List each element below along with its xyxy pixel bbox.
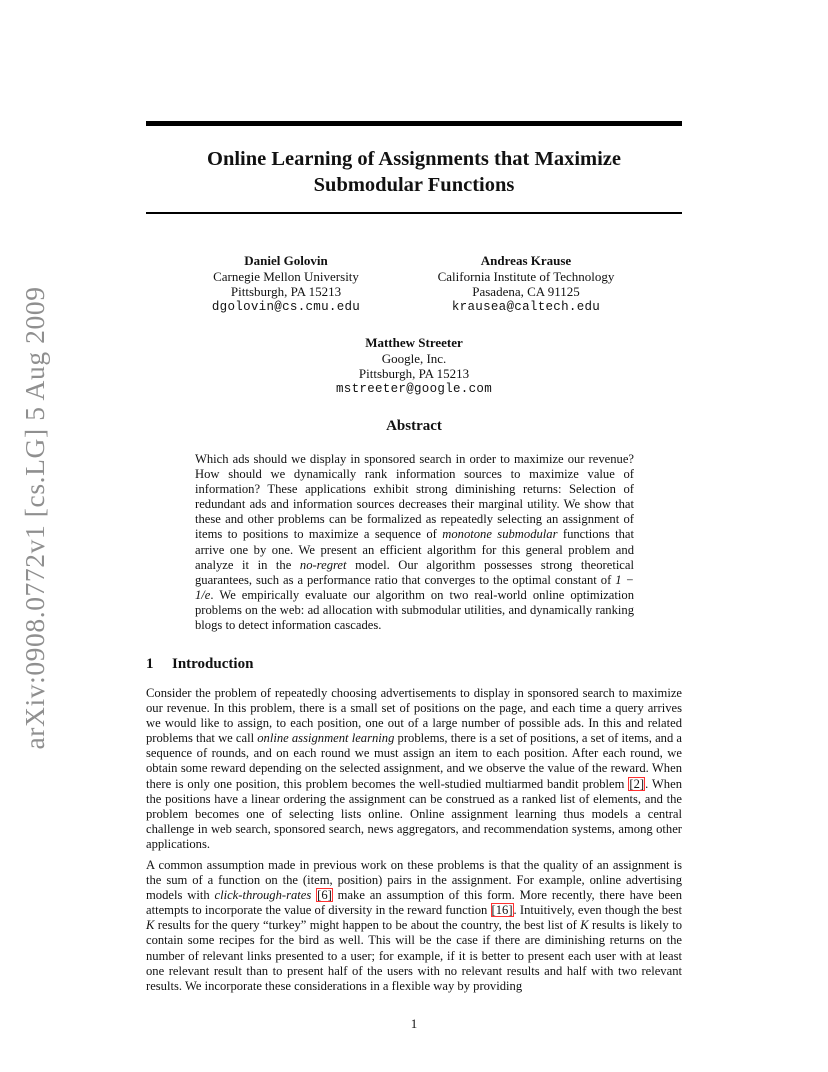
text-run: . Intuitively, even though the best <box>513 903 682 918</box>
emphasis: online assignment learning <box>257 731 395 746</box>
abstract-emphasis: monotone submodular <box>442 527 558 542</box>
abstract-text-run: . We empirically evaluate our algorithm on two real-world online optimization problems on the web: ad allocation with submodular utilities, and dynamically ranking blogs to detect information cascades. <box>195 587 634 633</box>
abstract-heading: Abstract <box>386 418 442 434</box>
abstract-math: 1 − 1/e <box>195 572 634 602</box>
abstract-text-run: Which ads should we display in sponsored search in order to maximize our revenue? How should we dynamically rank information sources to maximize value of information? These applications exhibit strong diminishing returns: Selection of redundant ads and information sources decreases their marginal utility. We show that these and other problems can be formalized as repeatedly selecting an assignment of items to positions to maximize a sequence of <box>195 452 634 542</box>
text-run: A common assumption made in previous work on these problems is that the quality of an assignment is the sum of a function on the (item, position) pairs in the assignment. For example, online advertising models with <box>146 858 682 903</box>
page-number: 1 <box>410 1016 418 1031</box>
author-block-2 <box>414 253 638 315</box>
author-location: Pittsburgh, PA 15213 <box>230 284 342 299</box>
author-name: Matthew Streeter <box>365 335 463 350</box>
author-email[interactable]: dgolovin@cs.cmu.edu <box>211 299 361 314</box>
intro-paragraph-2 <box>146 858 682 994</box>
title-bottom-rule <box>146 212 682 214</box>
text-run: . When the positions have a linear ordering the assignment can be construed as a ranked list of elements, and the problem becomes one of selecting lists online. Online assignment learning thus models a central challenge in web search, sponsored search, news aggregators, and recommendation systems, among other applications. <box>146 776 682 851</box>
author-location: Pittsburgh, PA 15213 <box>358 366 470 381</box>
author-email[interactable]: krausea@caltech.edu <box>451 299 601 314</box>
author-name: Andreas Krause <box>480 253 572 268</box>
author-affiliation: Carnegie Mellon University <box>213 268 359 284</box>
abstract-emphasis: no-regret <box>299 557 347 572</box>
title-line-2: Submodular Functions <box>313 174 515 196</box>
abstract-text <box>195 452 634 633</box>
math-symbol: K <box>146 918 155 933</box>
emphasis: click-through-rates <box>214 888 312 903</box>
section-title: Introduction <box>172 656 254 672</box>
paper-title <box>146 146 682 198</box>
arxiv-stamp <box>10 286 60 750</box>
text-run: results is likely to contain some recipes for the bird as well. This will be the case if there are diminishing returns on the number of relevant links presented to a user; for example, if it is better to present each user with at least one relevant result than to present half of the users with no relevant results and half with two relevant results. We incorporate these considerations in a flexible way by providing <box>146 918 682 993</box>
abstract-text-run: functions that arrive one by one. We present an efficient algorithm for this general problem and analyze it in the <box>195 527 635 572</box>
text-run: results for the query “turkey” might happen to be about the country, the best list of <box>154 918 581 933</box>
citation-link[interactable]: [2] <box>629 776 645 791</box>
citation-link[interactable]: [6] <box>317 888 332 903</box>
section-number: 1 <box>146 656 154 672</box>
math-symbol: K <box>580 918 589 933</box>
author-name: Daniel Golovin <box>244 253 328 268</box>
text-run: Consider the problem of repeatedly choosing advertisements to display in sponsored search to maximize our revenue. In this problem, there is a small set of positions on the page, and each time a query arrives we would like to assign, to each position, one out of a large number of possible ads. In this and related problems that we call <box>146 686 682 746</box>
author-block-3 <box>314 335 514 397</box>
citation-link[interactable]: [16] <box>491 903 513 918</box>
title-line-1: Online Learning of Assignments that Maximize <box>207 148 621 170</box>
intro-paragraph-1 <box>146 686 682 852</box>
text-run: make an assumption of this form. More recently, there have been attempts to incorporate the value of diversity in the reward function <box>146 888 682 918</box>
title-top-rule <box>146 121 682 126</box>
text-run: problems, there is a set of positions, a set of items, and a sequence of rounds, and on each round we must assign an item to each position. After each round, we obtain some reward depending on the selected assignment, and we observe the value of the reward. When there is only one position, this problem becomes the well-studied multiarmed bandit problem <box>146 731 682 791</box>
author-location: Pasadena, CA 91125 <box>472 284 580 299</box>
abstract-text-run: model. Our algorithm possesses strong theoretical guarantees, such as a performance ratio that converges to the optimal constant of <box>195 557 634 587</box>
author-block-1 <box>186 253 386 315</box>
section-heading <box>146 656 253 673</box>
author-affiliation: California Institute of Technology <box>437 268 615 284</box>
author-email[interactable]: mstreeter@google.com <box>335 381 493 396</box>
author-affiliation: Google, Inc. <box>381 350 447 366</box>
arxiv-stamp-text: arXiv:0908.0772v1 [cs.LG] 5 Aug 2009 <box>19 286 50 750</box>
